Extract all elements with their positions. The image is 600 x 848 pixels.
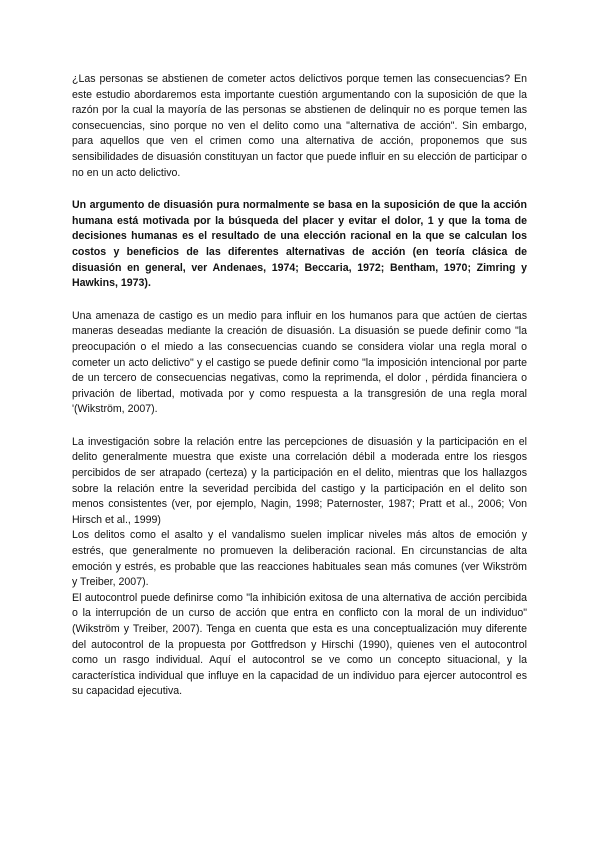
emotion-stress-paragraph: Los delitos como el asalto y el vandalismo suelen implicar niveles más altos de emoción y estrés, que generalmente no promueven la deliberación racional. En circunstancias de alta emoción y estrés, es probable que las reacciones habituales sean más comunes (ver Wikström y Treiber, 2007). <box>72 529 527 589</box>
document-page <box>72 72 527 700</box>
deterrence-argument-paragraph: Un argumento de disuasión pura normalmente se basa en la suposición de que la acción humana está motivada por la búsqueda del placer y evitar el dolor, 1 y que la toma de decisiones humanas es el resultado de una elección racional en la que se calculan los costos y beneficios de las diferentes alternativas de acción (en teoría clásica de disuasión en general, ver Andenaes, 1974; Beccaria, 1972; Bentham, 1970; Zimring y Hawkins, 1973). <box>72 199 527 290</box>
research-paragraph: La investigación sobre la relación entre las percepciones de disuasión y la participación en el delito generalmente muestra que existe una correlación débil a moderada entre los riesgos percibidos de ser atrapado (certeza) y la participación en el delito, mientras que los hallazgos sobre la relación entre la severidad percibida del castigo y la participación en el delito son menos consistentes (ver, por ejemplo, Nagin, 1998; Paternoster, 1987; Pratt et al., 2006; Von Hirsch et al., 1999) <box>72 435 527 526</box>
self-control-paragraph: El autocontrol puede definirse como "la inhibición exitosa de una alternativa de acción percibida o la interrupción de un curso de acción que entra en conflicto con la moral de un individuo" (Wikström y Treiber, 2007). Tenga en cuenta que esta es una conceptualización muy diferente del autocontrol de la propuesta por Gottfredson y Hirschi (1990), quienes ven el autocontrol como un rasgo individual. Aquí el autocontrol se ve como un concepto situacional, y la característica individual que influye en la capacidad de un individuo para ejercer autocontrol es su capacidad ejecutiva. <box>72 591 527 698</box>
punishment-threat-paragraph: Una amenaza de castigo es un medio para influir en los humanos para que actúen de ciertas maneras deseadas mediante la creación de disuasión. La disuasión se puede definir como "la preocupación o el miedo a las consecuencias cuando se considera violar una regla moral o cometer un acto delictivo" y el castigo se puede definir como "la imposición intencional por parte de un tercero de consecuencias negativas, como la reprimenda, el dolor , pérdida financiera o privación de libertad, motivada por y como respuesta a la transgresión de una regla moral '(Wikström, 2007). <box>72 309 527 416</box>
intro-paragraph: ¿Las personas se abstienen de cometer actos delictivos porque temen las consecuencias? En este estudio abordaremos esta importante cuestión argumentando con la suposición de que la razón por la cual la mayoría de las personas se abstienen de delinquir no es porque temen las consecuencias, sino porque no ven el delito como una "alternativa de acción". Sin embargo, para aquellos que ven el crimen como una alternativa de acción, proponemos que sus sensibilidades de disuasión constituyan un factor que puede influir en su elección de participar o no en un acto delictivo. <box>72 73 527 179</box>
